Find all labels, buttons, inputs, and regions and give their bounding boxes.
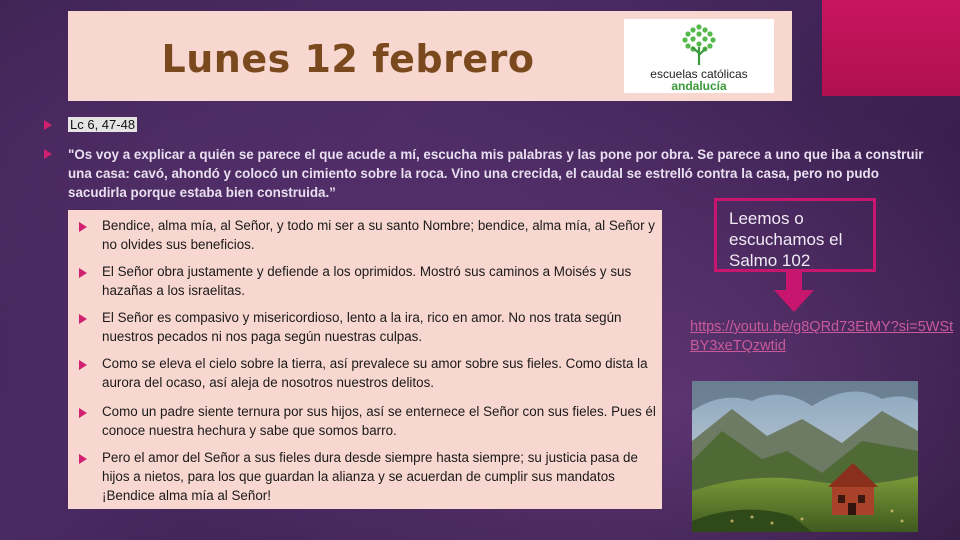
triangle-bullet-icon <box>79 408 87 418</box>
triangle-bullet-icon <box>79 268 87 278</box>
triangle-bullet-icon <box>79 454 87 464</box>
tree-logo-icon <box>679 23 719 65</box>
youtube-link[interactable]: https://youtu.be/g8QRd73EtMY?si=5WStBY3xeTQzwtid <box>690 319 954 354</box>
arrow-down-icon <box>774 270 814 312</box>
psalm-verse: El Señor es compasivo y misericordioso, lento a la ira, rico en amor. No nos trata según nuestros pecados ni nos paga según nuestras culpas. <box>102 310 622 344</box>
callout-text: Leemos o escuchamos el Salmo 102 <box>729 209 843 270</box>
triangle-bullet-icon <box>79 222 87 232</box>
psalm-verse: Bendice, alma mía, al Señor, y todo mi ser a su santo Nombre; bendice, alma mía, al Señor y no olvides sus beneficios. <box>102 218 656 252</box>
landscape-photo <box>692 381 918 532</box>
page-title: Lunes 12 febrero <box>161 37 535 81</box>
logo <box>624 19 774 93</box>
triangle-bullet-icon <box>44 120 52 130</box>
triangle-bullet-icon <box>79 314 87 324</box>
psalm-verse: Como un padre siente ternura por sus hijos, así se enternece el Señor con sus fieles. Pues él conoce nuestra hechura y sabe que somos barro. <box>102 404 656 438</box>
psalm-panel <box>68 210 662 509</box>
psalm-callout <box>714 198 876 272</box>
triangle-bullet-icon <box>79 360 87 370</box>
scripture-reference: Lc 6, 47-48 <box>70 117 136 132</box>
logo-line1: escuelas católicas <box>650 67 748 81</box>
psalm-verse: Como se eleva el cielo sobre la tierra, así prevalece su amor sobre sus fieles. Como dista la aurora del ocaso, así aleja de nosotros nuestros delitos. <box>102 356 648 390</box>
title-box <box>68 11 792 101</box>
gospel-quote: "Os voy a explicar a quién se parece el que acude a mí, escucha mis palabras y las pone por obra. Se parece a uno que iba a construir una casa: cavó, ahondó y colocó un cimiento sobre la roca. Vino una crecida, el caudal se estrelló contra la casa, pero no pudo sacudirla porque estaba bien construida.” <box>68 147 924 200</box>
psalm-verse: El Señor obra justamente y defiende a los oprimidos. Mostró sus caminos a Moisés y sus hazañas a los israelitas. <box>102 264 632 298</box>
logo-line2: andalucía <box>671 79 727 93</box>
psalm-verse: Pero el amor del Señor a sus fieles dura desde siempre hasta siempre; su justicia pasa de hijos a nietos, para los que guardan la alianza y se acuerdan de cumplir sus mandatos ¡Bendice alma mía al Señor! <box>102 450 638 503</box>
accent-bar <box>822 0 960 96</box>
triangle-bullet-icon <box>44 149 52 159</box>
